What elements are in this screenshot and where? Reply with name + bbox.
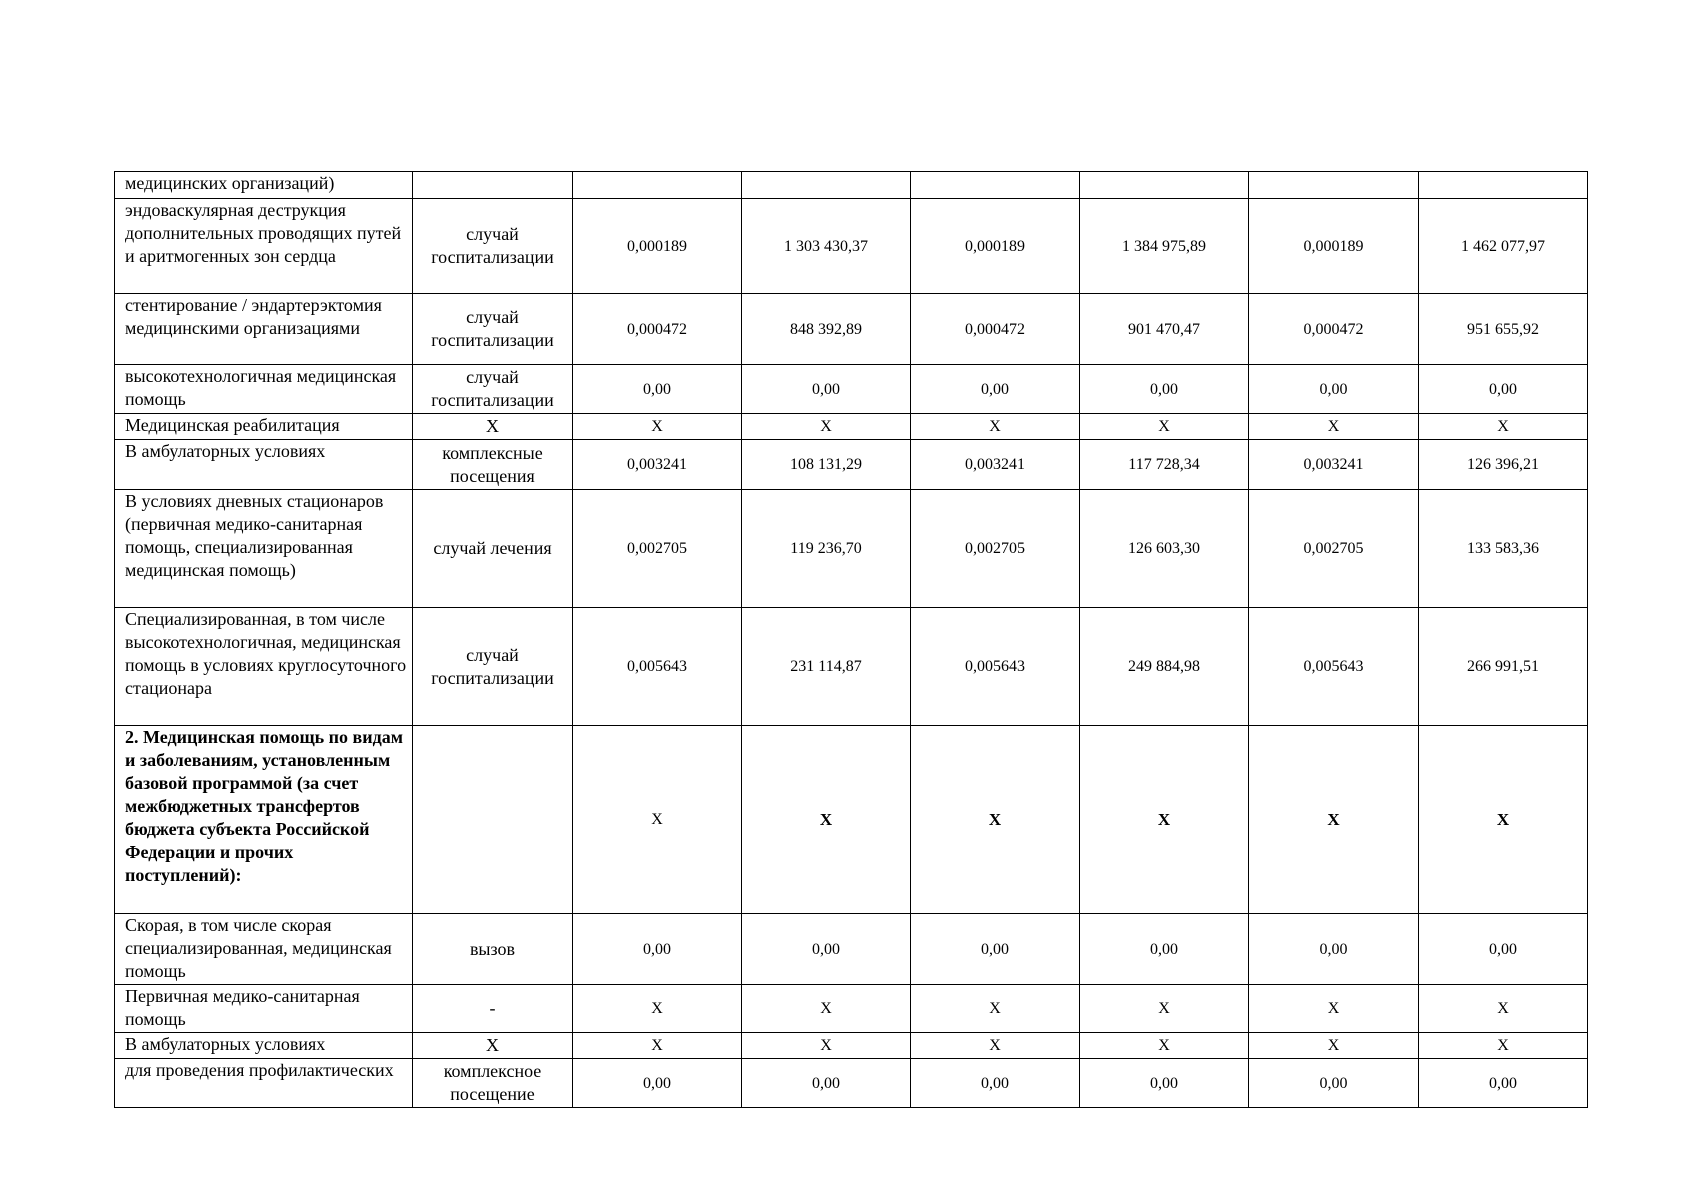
value-cell: 0,005643 [573, 608, 742, 726]
value-cell: 126 396,21 [1419, 440, 1588, 490]
value-cell: 0,00 [573, 914, 742, 985]
data-table [114, 171, 1588, 1108]
value-cell: X [911, 985, 1080, 1033]
value-cell: 0,00 [1249, 365, 1419, 414]
value-cell: X [1249, 985, 1419, 1033]
table-row [115, 172, 1588, 199]
value-cell: 0,000189 [573, 199, 742, 294]
value-cell: 0,000189 [911, 199, 1080, 294]
row-unit-cell: случай госпитализации [413, 294, 573, 365]
row-unit-cell: комплексные посещения [413, 440, 573, 490]
value-cell: X [1419, 985, 1588, 1033]
value-cell: 0,003241 [911, 440, 1080, 490]
value-cell: 0,002705 [1249, 490, 1419, 608]
value-cell: X [1419, 1033, 1588, 1059]
value-cell: X [742, 726, 911, 914]
value-cell: 266 991,51 [1419, 608, 1588, 726]
row-unit-cell: вызов [413, 914, 573, 985]
value-cell: 119 236,70 [742, 490, 911, 608]
table-row [115, 414, 1588, 440]
value-cell: X [1080, 985, 1249, 1033]
value-cell: 0,00 [742, 1059, 911, 1108]
row-name-cell: В условиях дневных стационаров (первичная медико-санитарная помощь, специализированная медицинская помощь) [115, 490, 413, 608]
row-name-cell: медицинских организаций) [115, 172, 413, 199]
table-row [115, 985, 1588, 1033]
row-unit-cell: случай госпитализации [413, 199, 573, 294]
value-cell: 133 583,36 [1419, 490, 1588, 608]
value-cell: 848 392,89 [742, 294, 911, 365]
row-unit-cell: случай госпитализации [413, 608, 573, 726]
value-cell: 0,00 [573, 365, 742, 414]
value-cell: X [742, 1033, 911, 1059]
row-name-cell: эндоваскулярная деструкция дополнительных проводящих путей и аритмогенных зон сердца [115, 199, 413, 294]
value-cell: 231 114,87 [742, 608, 911, 726]
value-cell: 0,003241 [1249, 440, 1419, 490]
value-cell [1080, 172, 1249, 199]
table-row [115, 365, 1588, 414]
value-cell: X [911, 1033, 1080, 1059]
value-cell [742, 172, 911, 199]
row-name-cell: Первичная медико-санитарная помощь [115, 985, 413, 1033]
table-row [115, 440, 1588, 490]
value-cell: X [573, 726, 742, 914]
table-row [115, 490, 1588, 608]
table-row [115, 726, 1588, 914]
value-cell: X [1249, 414, 1419, 440]
value-cell: X [1249, 1033, 1419, 1059]
value-cell: 0,000189 [1249, 199, 1419, 294]
value-cell: X [1419, 414, 1588, 440]
value-cell: X [573, 414, 742, 440]
value-cell: 0,005643 [1249, 608, 1419, 726]
value-cell: X [1080, 1033, 1249, 1059]
value-cell: X [1080, 414, 1249, 440]
section-heading-cell: 2. Медицинская помощь по видам и заболеваниям, установленным базовой программой (за счет межбюджетных трансфертов бюджета субъекта Российской Федерации и прочих поступлений): [115, 726, 413, 914]
value-cell: 0,000472 [1249, 294, 1419, 365]
value-cell: 249 884,98 [1080, 608, 1249, 726]
row-name-cell: для проведения профилактических [115, 1059, 413, 1108]
value-cell: 0,00 [1419, 365, 1588, 414]
row-name-cell: Медицинская реабилитация [115, 414, 413, 440]
value-cell [911, 172, 1080, 199]
value-cell: 0,00 [573, 1059, 742, 1108]
value-cell: 0,00 [911, 914, 1080, 985]
value-cell: 0,00 [911, 365, 1080, 414]
table-row [115, 199, 1588, 294]
row-unit-cell: комплексное посещение [413, 1059, 573, 1108]
value-cell [1419, 172, 1588, 199]
value-cell: X [573, 1033, 742, 1059]
row-unit-cell: случай лечения [413, 490, 573, 608]
value-cell: 0,003241 [573, 440, 742, 490]
value-cell: X [742, 414, 911, 440]
row-unit-cell [413, 726, 573, 914]
row-unit-cell: X [413, 1033, 573, 1059]
value-cell: 1 384 975,89 [1080, 199, 1249, 294]
row-name-cell: В амбулаторных условиях [115, 1033, 413, 1059]
value-cell: 0,000472 [573, 294, 742, 365]
value-cell: X [742, 985, 911, 1033]
value-cell: X [911, 726, 1080, 914]
value-cell: 951 655,92 [1419, 294, 1588, 365]
value-cell: 0,002705 [911, 490, 1080, 608]
value-cell: 0,00 [1419, 1059, 1588, 1108]
value-cell: 0,00 [911, 1059, 1080, 1108]
value-cell: 1 462 077,97 [1419, 199, 1588, 294]
value-cell: 901 470,47 [1080, 294, 1249, 365]
table-row [115, 294, 1588, 365]
table-row [115, 608, 1588, 726]
value-cell: X [1249, 726, 1419, 914]
value-cell: X [1080, 726, 1249, 914]
row-unit-cell: случай госпитализации [413, 365, 573, 414]
row-name-cell: В амбулаторных условиях [115, 440, 413, 490]
value-cell: 117 728,34 [1080, 440, 1249, 490]
value-cell: X [573, 985, 742, 1033]
value-cell: 0,00 [742, 365, 911, 414]
value-cell: 0,00 [1080, 914, 1249, 985]
row-unit-cell [413, 172, 573, 199]
row-unit-cell: - [413, 985, 573, 1033]
value-cell: X [911, 414, 1080, 440]
row-name-cell: стентирование / эндартерэктомия медицинскими организациями [115, 294, 413, 365]
table-row [115, 914, 1588, 985]
row-name-cell: Скорая, в том числе скорая специализированная, медицинская помощь [115, 914, 413, 985]
value-cell: 0,00 [1249, 1059, 1419, 1108]
value-cell: 1 303 430,37 [742, 199, 911, 294]
value-cell: X [1419, 726, 1588, 914]
value-cell: 0,00 [1080, 1059, 1249, 1108]
value-cell: 0,00 [1419, 914, 1588, 985]
row-name-cell: Специализированная, в том числе высокотехнологичная, медицинская помощь в условиях круглосуточного стационара [115, 608, 413, 726]
value-cell [573, 172, 742, 199]
value-cell: 0,00 [1249, 914, 1419, 985]
table-row [115, 1059, 1588, 1108]
value-cell: 126 603,30 [1080, 490, 1249, 608]
value-cell: 108 131,29 [742, 440, 911, 490]
table-row [115, 1033, 1588, 1059]
value-cell: 0,000472 [911, 294, 1080, 365]
value-cell: 0,005643 [911, 608, 1080, 726]
row-name-cell: высокотехнологичная медицинская помощь [115, 365, 413, 414]
row-unit-cell: X [413, 414, 573, 440]
value-cell: 0,00 [742, 914, 911, 985]
value-cell [1249, 172, 1419, 199]
value-cell: 0,002705 [573, 490, 742, 608]
value-cell: 0,00 [1080, 365, 1249, 414]
